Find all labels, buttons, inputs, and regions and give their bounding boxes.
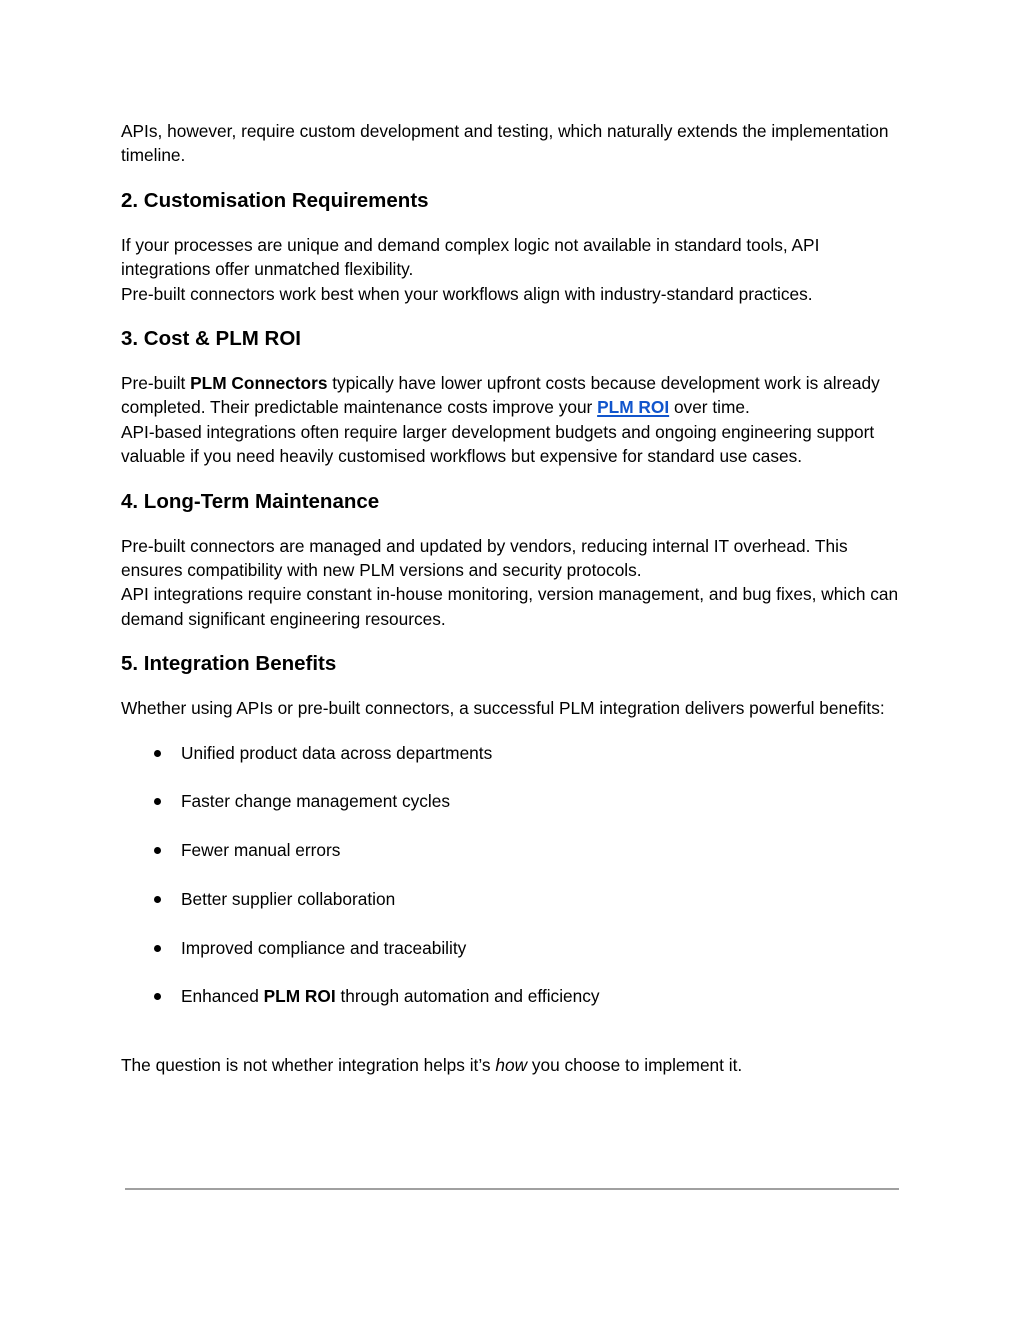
plm-connectors-bold: PLM Connectors <box>190 373 328 394</box>
list-item <box>121 838 901 862</box>
list-item-text: Unified product data across departments <box>181 742 493 763</box>
horizontal-divider <box>125 1188 899 1190</box>
heading-long-term-maintenance: 4. Long-Term Maintenance <box>121 489 380 513</box>
plm-roi-bold: PLM ROI <box>263 986 336 1007</box>
list-item <box>121 741 901 765</box>
conclusion-italic-how: how <box>495 1054 528 1075</box>
list-item-text-post: through automation and efficiency <box>335 986 600 1007</box>
heading-cost-plm-roi: 3. Cost & PLM ROI <box>121 327 301 351</box>
cost-text-post: over time. <box>669 397 750 418</box>
list-item-text: Fewer manual errors <box>181 840 341 861</box>
list-item-text: Improved compliance and traceability <box>181 937 467 958</box>
cost-text-mid: typically have lower upfront costs because development work is already completed. Their predictable maintenance costs improve your <box>121 373 880 418</box>
conclusion-paragraph <box>121 1053 901 1077</box>
benefits-list <box>121 741 901 1009</box>
list-item <box>121 936 901 960</box>
benefits-intro-paragraph: Whether using APIs or pre-built connectors, a successful PLM integration delivers powerful benefits: <box>121 698 885 719</box>
bullet-icon <box>154 945 161 952</box>
bullet-icon <box>154 750 161 757</box>
bullet-icon <box>154 847 161 854</box>
conclusion-text-post: you choose to implement it. <box>527 1054 743 1075</box>
document-page <box>121 119 901 1077</box>
maintenance-paragraph-1: Pre-built connectors are managed and updated by vendors, reducing internal IT overhead. This ensures compatibility with new PLM versions and security protocols. <box>121 535 848 581</box>
maintenance-paragraph-2: API integrations require constant in-house monitoring, version management, and bug fixes, which can demand significant engineering resources. <box>121 584 899 629</box>
cost-text-pre: Pre-built <box>121 373 191 394</box>
conclusion-text-pre: The question is not whether integration helps it’s <box>121 1054 496 1075</box>
list-item <box>121 984 901 1008</box>
bullet-icon <box>154 993 161 1000</box>
bullet-icon <box>154 798 161 805</box>
plm-roi-link[interactable]: PLM ROI <box>597 397 670 418</box>
cost-paragraph-2: API-based integrations often require larger development budgets and ongoing engineering support valuable if you need heavily customised workflows but expensive for standard use cases. <box>121 421 875 467</box>
list-item <box>121 887 901 911</box>
list-item-text-pre: Enhanced <box>181 986 264 1007</box>
intro-paragraph: APIs, however, require custom development and testing, which naturally extends the implementation timeline. <box>121 121 889 166</box>
heading-customisation-requirements: 2. Customisation Requirements <box>121 188 429 212</box>
list-item-text: Faster change management cycles <box>181 791 450 812</box>
list-item-text: Better supplier collaboration <box>181 888 396 909</box>
list-item <box>121 789 901 813</box>
customisation-paragraph-1: If your processes are unique and demand complex logic not available in standard tools, API integrations offer unmatched flexibility. <box>121 234 820 280</box>
heading-integration-benefits: 5. Integration Benefits <box>121 652 337 676</box>
bullet-icon <box>154 896 161 903</box>
cost-paragraph-1 <box>121 371 901 420</box>
customisation-paragraph-2: Pre-built connectors work best when your workflows align with industry-standard practices. <box>121 283 813 304</box>
